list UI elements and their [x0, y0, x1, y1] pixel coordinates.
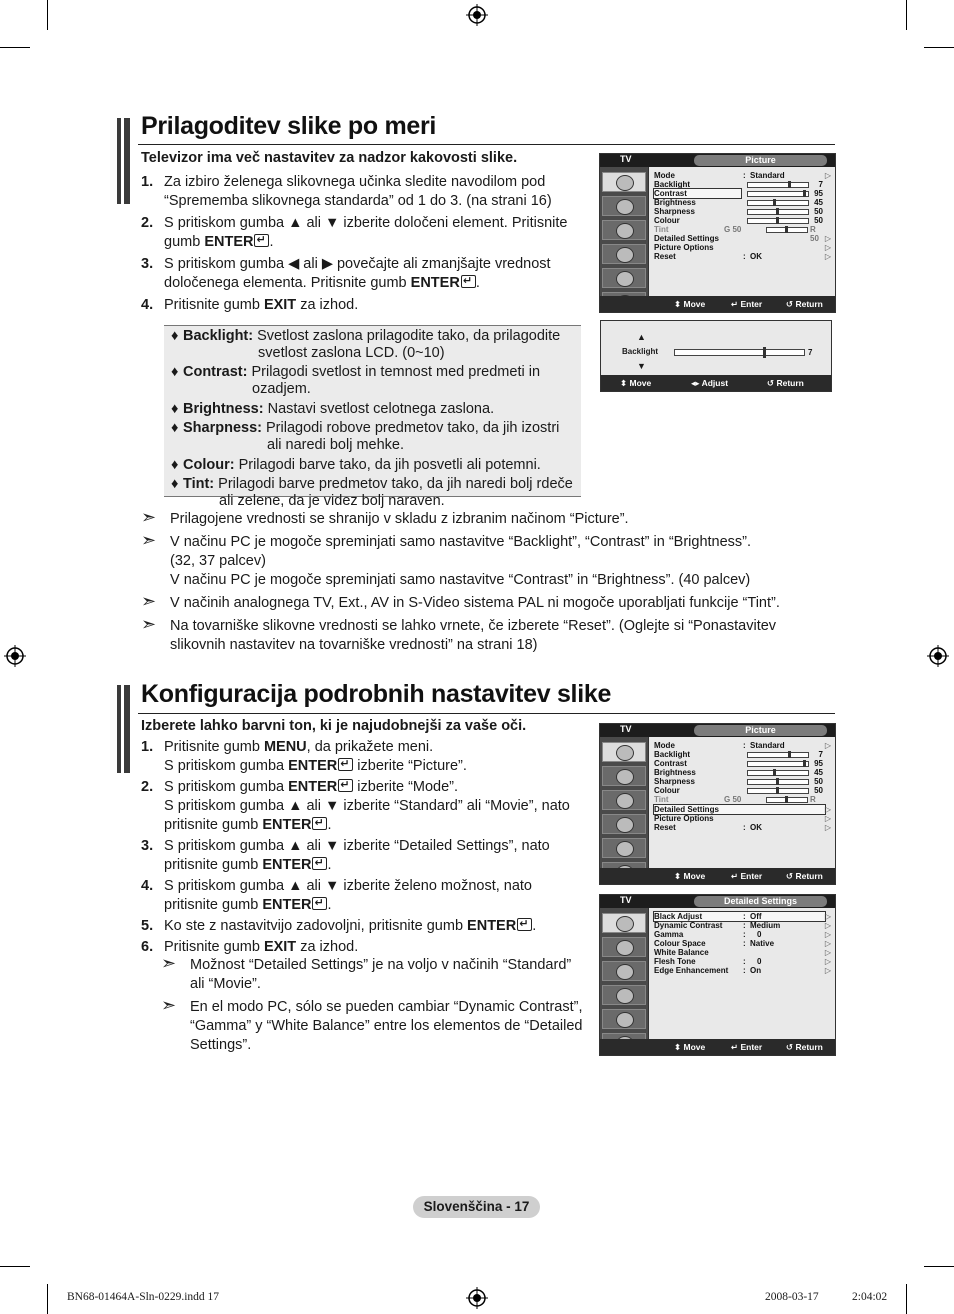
step-item	[141, 778, 591, 835]
note-line: “Gamma” y “White Balance” entre los elementos de “Detailed	[190, 1018, 583, 1034]
backlight-slider-thumb	[788, 751, 791, 758]
sharpness-slider-thumb	[776, 208, 779, 215]
definition-term: Brightness:	[183, 401, 264, 417]
row-label: Flesh Tone	[654, 957, 696, 966]
menu-row-colour[interactable]: Colour 50	[654, 216, 823, 225]
enter-icon	[338, 779, 353, 792]
note-line: (32, 37 palcev)	[170, 553, 266, 569]
chevron-right-icon: ▷	[824, 948, 831, 957]
tint-slider-thumb	[785, 796, 788, 803]
step-item	[141, 296, 581, 315]
colour-slider-thumb	[776, 217, 779, 224]
text-run: Pritisnite gumb	[164, 297, 264, 313]
step-number: 2.	[141, 779, 154, 795]
menu-content	[649, 737, 835, 868]
button-name: EXIT	[263, 939, 297, 955]
definition-text: Nastavi svetlost celotnega zaslona.	[263, 401, 495, 417]
note-arrow-icon: ➣	[141, 507, 157, 527]
step-number: 5.	[141, 918, 154, 934]
menu-row-contrast[interactable]: Contrast 95	[654, 759, 823, 768]
definitions-box	[164, 325, 581, 509]
detailed-row[interactable]: Gamma : 0 ▷	[654, 930, 831, 939]
step-text	[164, 297, 358, 313]
menu-sidebar	[600, 167, 648, 296]
menu-footer: ⬍ Move ↵ Enter ↺ Return	[600, 868, 835, 884]
heading-bar	[124, 685, 130, 773]
heading-rule	[138, 713, 835, 714]
menu-sidebar	[600, 737, 648, 868]
text-run: , da prikažete meni.	[306, 739, 434, 755]
button-name: ENTER	[204, 234, 254, 250]
button-name: ENTER	[288, 779, 338, 795]
input-icon	[602, 1009, 646, 1029]
backlight-slider[interactable]	[674, 349, 805, 356]
steps-list	[141, 173, 581, 318]
note-line: V načinu PC je mogoče spreminjati samo nastavitve “Backlight”, “Contrast” in “Brightness”.	[170, 534, 752, 550]
definition-item	[164, 364, 581, 398]
menu-row-tint[interactable]: Tint G 50 R	[654, 795, 816, 804]
diamond-bullet-icon: ♦	[171, 401, 179, 417]
tv-label: TV	[620, 724, 632, 734]
text-run: Pritisnite gumb	[164, 739, 264, 755]
diamond-bullet-icon: ♦	[171, 476, 179, 492]
channel-icon	[602, 961, 646, 981]
crop-mark	[906, 0, 907, 30]
enter-icon	[312, 857, 327, 870]
note-line: Možnost “Detailed Settings” je na voljo v načinih “Standard”	[190, 957, 572, 973]
definition-item	[164, 476, 581, 510]
chevron-right-icon: ▷	[824, 957, 831, 966]
definition-text: Svetlost zaslona prilagodite tako, da prilagodite	[253, 328, 561, 344]
setup-icon	[602, 244, 646, 264]
registration-mark-icon	[927, 645, 949, 667]
step-line	[164, 757, 591, 776]
registration-mark-icon	[466, 4, 488, 26]
definition-term: Backlight:	[183, 328, 254, 344]
note-line: ali “Movie”.	[190, 976, 261, 992]
definition-term: Sharpness:	[183, 420, 262, 436]
chevron-right-icon: ▷	[824, 939, 831, 948]
note-item	[161, 995, 601, 1055]
text-run: S pritiskom gumba	[164, 758, 289, 774]
row-label: Gamma	[654, 930, 684, 939]
channel-icon	[602, 220, 646, 240]
menu-content	[649, 908, 835, 1039]
text-run: S pritiskom gumba	[164, 779, 289, 795]
print-time: 2:04:02	[852, 1291, 888, 1303]
diamond-bullet-icon: ♦	[171, 364, 179, 380]
arrow-down-icon: ▼	[637, 361, 646, 371]
step-line	[164, 778, 591, 797]
step-line	[164, 856, 591, 875]
chevron-right-icon: ▷	[824, 912, 831, 921]
text-run: Za izbiro želenega slikovnega učinka sledite navodilom pod “Sprememba slikovnega standarda” od 1 do 3. (na strani 16)	[164, 174, 552, 209]
step-number: 1.	[141, 174, 154, 190]
enter-icon	[312, 817, 327, 830]
menu-row-brightness[interactable]: Brightness 45	[654, 768, 823, 777]
definition-term: Tint:	[183, 476, 215, 492]
menu-row-colour[interactable]: Colour 50	[654, 786, 823, 795]
notes-list	[161, 953, 601, 1059]
notes-list	[141, 507, 811, 659]
colour-slider-thumb	[776, 787, 779, 794]
row-label: Edge Enhancement	[654, 966, 729, 975]
diamond-bullet-icon: ♦	[171, 457, 179, 473]
brightness-slider-thumb	[773, 199, 776, 206]
step-item	[141, 938, 591, 957]
backlight-adjust-screen	[600, 320, 832, 392]
text-run: pritisnite gumb	[164, 897, 263, 913]
text-run: .	[327, 857, 332, 873]
definition-text-cont: ali zelene, da je videz bolj naraven.	[219, 493, 445, 509]
step-line	[164, 896, 591, 915]
enter-icon	[338, 758, 353, 771]
chevron-right-icon: ▷	[824, 930, 831, 939]
text-run: izberite “Mode”.	[353, 779, 459, 795]
contrast-slider-thumb	[803, 760, 806, 767]
text-run: izberite “Picture”.	[353, 758, 467, 774]
sound-icon	[602, 766, 646, 786]
menu-sidebar	[600, 908, 648, 1039]
button-name: ENTER	[262, 857, 312, 873]
step-line	[164, 938, 591, 957]
enter-icon	[461, 275, 476, 288]
crop-mark	[924, 1266, 954, 1267]
step-number: 4.	[141, 297, 154, 313]
definition-item	[164, 457, 581, 474]
note-item	[161, 953, 601, 994]
file-slug: BN68-01464A-Sln-0229.indd 17	[67, 1291, 220, 1303]
step-item	[141, 877, 591, 915]
note-line: Settings”.	[190, 1037, 252, 1053]
definition-text: Prilagodi barve tako, da jih posvetli ali potemni.	[234, 457, 541, 473]
diamond-bullet-icon: ♦	[171, 328, 179, 344]
text-run: pritisnite gumb	[164, 857, 263, 873]
menu-row-sharpness[interactable]: Sharpness 50	[654, 207, 823, 216]
step-number: 6.	[141, 939, 154, 955]
sharpness-slider-thumb	[776, 778, 779, 785]
registration-mark-icon	[4, 645, 26, 667]
menu-row-mode[interactable]: Mode : Standard ▷	[654, 741, 831, 750]
diamond-bullet-icon: ♦	[171, 420, 179, 436]
menu-title: Detailed Settings	[694, 896, 827, 907]
enter-icon	[254, 234, 269, 247]
detailed-row[interactable]: Colour Space : Native ▷	[654, 939, 831, 948]
step-item	[141, 738, 591, 776]
step-line	[164, 797, 591, 816]
row-value: Native	[750, 939, 775, 948]
sound-icon	[602, 937, 646, 957]
section-title: Prilagoditev slike po meri	[141, 112, 437, 140]
button-name: ENTER	[467, 918, 517, 934]
step-text	[164, 215, 567, 250]
step-item	[141, 255, 581, 293]
note-line: En el modo PC, sólo se pueden cambiar “Dynamic Contrast”,	[190, 999, 583, 1015]
row-value: 0	[757, 957, 762, 966]
step-line	[164, 816, 591, 835]
note-item	[141, 530, 811, 590]
menu-row-reset[interactable]: Reset : OK ▷	[654, 252, 831, 261]
picture-icon	[602, 913, 646, 933]
step-number: 3.	[141, 256, 154, 272]
step-number: 3.	[141, 838, 154, 854]
step-item	[141, 837, 591, 875]
button-name: ENTER	[262, 817, 312, 833]
detailed-row[interactable]: Edge Enhancement : On ▷	[654, 966, 831, 975]
picture-icon	[602, 172, 646, 192]
move-hint: ⬍ Move	[674, 299, 706, 309]
text-run: za izhod.	[296, 939, 359, 955]
detailed-row[interactable]: Flesh Tone : 0 ▷	[654, 957, 831, 966]
step-number: 4.	[141, 878, 154, 894]
setup-icon	[602, 814, 646, 834]
definition-text: Prilagodi svetlost in temnost med predmeti in	[247, 364, 541, 380]
text-run: Ko ste z nastavitvijo zadovoljni, pritisnite gumb	[164, 918, 468, 934]
text-run: .	[269, 234, 274, 250]
chevron-right-icon: ▷	[824, 966, 831, 975]
note-item	[141, 591, 811, 613]
note-line: V načinih analognega TV, Ext., AV in S-Video sistema PAL ni mogoče uporabljati funkcije “Tint”.	[170, 595, 780, 611]
crop-mark	[906, 1284, 907, 1314]
step-line	[164, 837, 591, 856]
menu-row-detailed-settings[interactable]: Detailed Settings ▷	[654, 234, 831, 243]
picture-icon	[602, 742, 646, 762]
step-text	[164, 256, 551, 291]
print-date: 2008-03-17	[765, 1291, 819, 1303]
step-text	[164, 174, 552, 209]
step-number: 2.	[141, 215, 154, 231]
menu-row-mode[interactable]: Mode : Standard ▷	[654, 171, 831, 180]
backlight-value: 7	[808, 348, 813, 357]
note-line: Na tovarniške slikovne vrednosti se lahko vrnete, če izberete “Reset”. (Oglejte si “Ponastavitev	[170, 618, 777, 634]
sound-icon	[602, 196, 646, 216]
enter-icon	[312, 897, 327, 910]
text-run: .	[327, 897, 332, 913]
definition-item	[164, 401, 581, 418]
row-label: White Balance	[654, 948, 709, 957]
step-line	[164, 738, 591, 757]
heading-bar	[117, 118, 121, 204]
text-run: S pritiskom gumba ▲ ali ▼ izberite “Detailed Settings”, nato	[164, 838, 550, 854]
button-name: ENTER	[262, 897, 312, 913]
section-intro: Izberete lahko barvni ton, ki je najudobnejši za vaše oči.	[141, 718, 527, 734]
row-label: Dynamic Contrast	[654, 921, 723, 930]
tv-label: TV	[620, 154, 632, 164]
step-item	[141, 173, 581, 211]
section-title: Konfiguracija podrobnih nastavitev slike	[141, 680, 612, 708]
picture-menu-detailed-screen	[599, 723, 836, 885]
row-value: On	[750, 966, 762, 975]
note-line: slikovnih nastavitev na tovarniške vrednosti” na strani 18)	[170, 637, 538, 653]
step-item	[141, 214, 581, 252]
note-item	[141, 507, 811, 529]
menu-row-backlight[interactable]: Backlight 7	[654, 180, 823, 189]
menu-content	[649, 167, 835, 296]
text-run: S pritiskom gumba ▲ ali ▼ izberite določeni element. Pritisnite gumb	[164, 215, 568, 250]
menu-row-detailed-settings[interactable]: Detailed Settings ▷	[654, 805, 831, 814]
text-run: pritisnite gumb	[164, 817, 263, 833]
section-intro: Televizor ima več nastavitev za nadzor kakovosti slike.	[141, 150, 518, 166]
definition-term: Colour:	[183, 457, 235, 473]
note-line: V načinu PC je mogoče spreminjati samo nastavitve “Contrast” in “Brightness”. (40 palcev)	[170, 572, 751, 588]
menu-title: Picture	[694, 155, 827, 166]
definition-item	[164, 420, 581, 454]
menu-footer: ⬍ Move ↵ Enter ↺ Return	[600, 1039, 835, 1055]
menu-row-tint[interactable]: Tint G 50 R 50	[654, 225, 819, 243]
note-arrow-icon: ➣	[141, 530, 157, 550]
heading-bar	[124, 118, 130, 204]
button-name: ENTER	[288, 758, 338, 774]
input-icon	[602, 838, 646, 858]
row-value: Medium	[750, 921, 781, 930]
note-arrow-icon: ➣	[161, 995, 177, 1015]
row-value: 0	[757, 930, 762, 939]
backlight-label: Backlight	[622, 347, 659, 356]
row-label: Colour Space	[654, 939, 706, 948]
return-hint: ↺ Return	[786, 299, 823, 309]
note-arrow-icon: ➣	[141, 591, 157, 611]
text-run: .	[327, 817, 332, 833]
channel-icon	[602, 790, 646, 810]
registration-mark-icon	[466, 1287, 488, 1309]
detailed-row[interactable]: Black Adjust : Off ▷	[654, 912, 831, 921]
text-run: .	[475, 275, 480, 291]
menu-row-picture-options[interactable]: Picture Options ▷	[654, 814, 831, 823]
menu-row-sharpness[interactable]: Sharpness 50	[654, 777, 823, 786]
enter-hint: ↵ Enter	[731, 299, 763, 309]
definition-text: Prilagodi robove predmetov tako, da jih izostri	[261, 420, 560, 436]
heading-rule	[138, 144, 835, 145]
step-line	[164, 917, 591, 936]
menu-row-contrast[interactable]: Contrast	[654, 189, 741, 198]
backlight-popup-thumb[interactable]	[763, 347, 766, 358]
brightness-slider-thumb	[773, 769, 776, 776]
crop-mark	[0, 47, 30, 48]
tint-slider-thumb	[785, 226, 788, 233]
contrast-slider-thumb	[803, 190, 806, 197]
menu-footer	[600, 296, 835, 312]
crop-mark	[47, 0, 48, 30]
definition-text: Prilagodi barve predmetov tako, da jih naredi bolj rdeče	[214, 476, 573, 492]
text-run: Pritisnite gumb	[164, 939, 264, 955]
picture-menu-screen	[599, 153, 836, 313]
menu-title: Picture	[694, 725, 827, 736]
text-run: za izhod.	[296, 297, 359, 313]
detailed-row[interactable]: Dynamic Contrast : Medium ▷	[654, 921, 831, 930]
menu-row-contrast-bar: 95	[654, 189, 825, 198]
crop-mark	[47, 1284, 48, 1314]
menu-row-picture-options[interactable]: Picture Options ▷	[654, 243, 831, 252]
note-arrow-icon: ➣	[161, 953, 177, 973]
step-number: 1.	[141, 739, 154, 755]
step-line	[164, 877, 591, 896]
button-name: EXIT	[263, 297, 297, 313]
popup-footer: ⬍ Move ◂▸ Adjust ↺ Return	[601, 375, 831, 391]
page-number-badge: Slovenščina - 17	[413, 1196, 540, 1218]
definition-text-cont: svetlost zaslona LCD. (0~10)	[258, 345, 445, 361]
button-name: ENTER	[410, 275, 460, 291]
input-icon	[602, 268, 646, 288]
definition-text-cont: ali naredi bolj mehke.	[267, 437, 405, 453]
row-label: Black Adjust	[654, 912, 703, 921]
menu-row-brightness[interactable]: Brightness 45	[654, 198, 823, 207]
text-run: .	[532, 918, 537, 934]
crop-mark	[0, 1266, 30, 1267]
tv-label: TV	[620, 895, 632, 905]
step-item	[141, 917, 591, 936]
note-arrow-icon: ➣	[141, 614, 157, 634]
detailed-row[interactable]	[654, 948, 831, 957]
crop-mark	[924, 47, 954, 48]
heading-bar	[117, 685, 121, 773]
backlight-slider-thumb	[788, 181, 791, 188]
definition-text-cont: ozadjem.	[252, 381, 311, 397]
arrow-up-icon: ▲	[637, 332, 646, 342]
definition-item	[164, 328, 581, 362]
menu-row-backlight[interactable]: Backlight 7	[654, 750, 823, 759]
chevron-right-icon: ▷	[824, 921, 831, 930]
enter-icon	[517, 918, 532, 931]
definition-term: Contrast:	[183, 364, 248, 380]
menu-row-reset[interactable]: Reset : OK ▷	[654, 823, 831, 832]
setup-icon	[602, 985, 646, 1005]
text-run: S pritiskom gumba ◀ ali ▶ povečajte ali zmanjšajte vrednost določenega elementa. Pritisnite gumb	[164, 256, 551, 291]
row-value: Off	[750, 912, 762, 921]
note-line: Prilagojene vrednosti se shranijo v skladu z izbranim načinom “Picture”.	[170, 511, 629, 527]
text-run: S pritiskom gumba ▲ ali ▼ izberite “Standard” ali “Movie”, nato	[164, 798, 570, 814]
detailed-settings-screen	[599, 894, 836, 1056]
steps-list	[141, 738, 591, 959]
text-run: S pritiskom gumba ▲ ali ▼ izberite želeno možnost, nato	[164, 878, 533, 894]
button-name: MENU	[263, 739, 307, 755]
note-item	[141, 614, 811, 655]
